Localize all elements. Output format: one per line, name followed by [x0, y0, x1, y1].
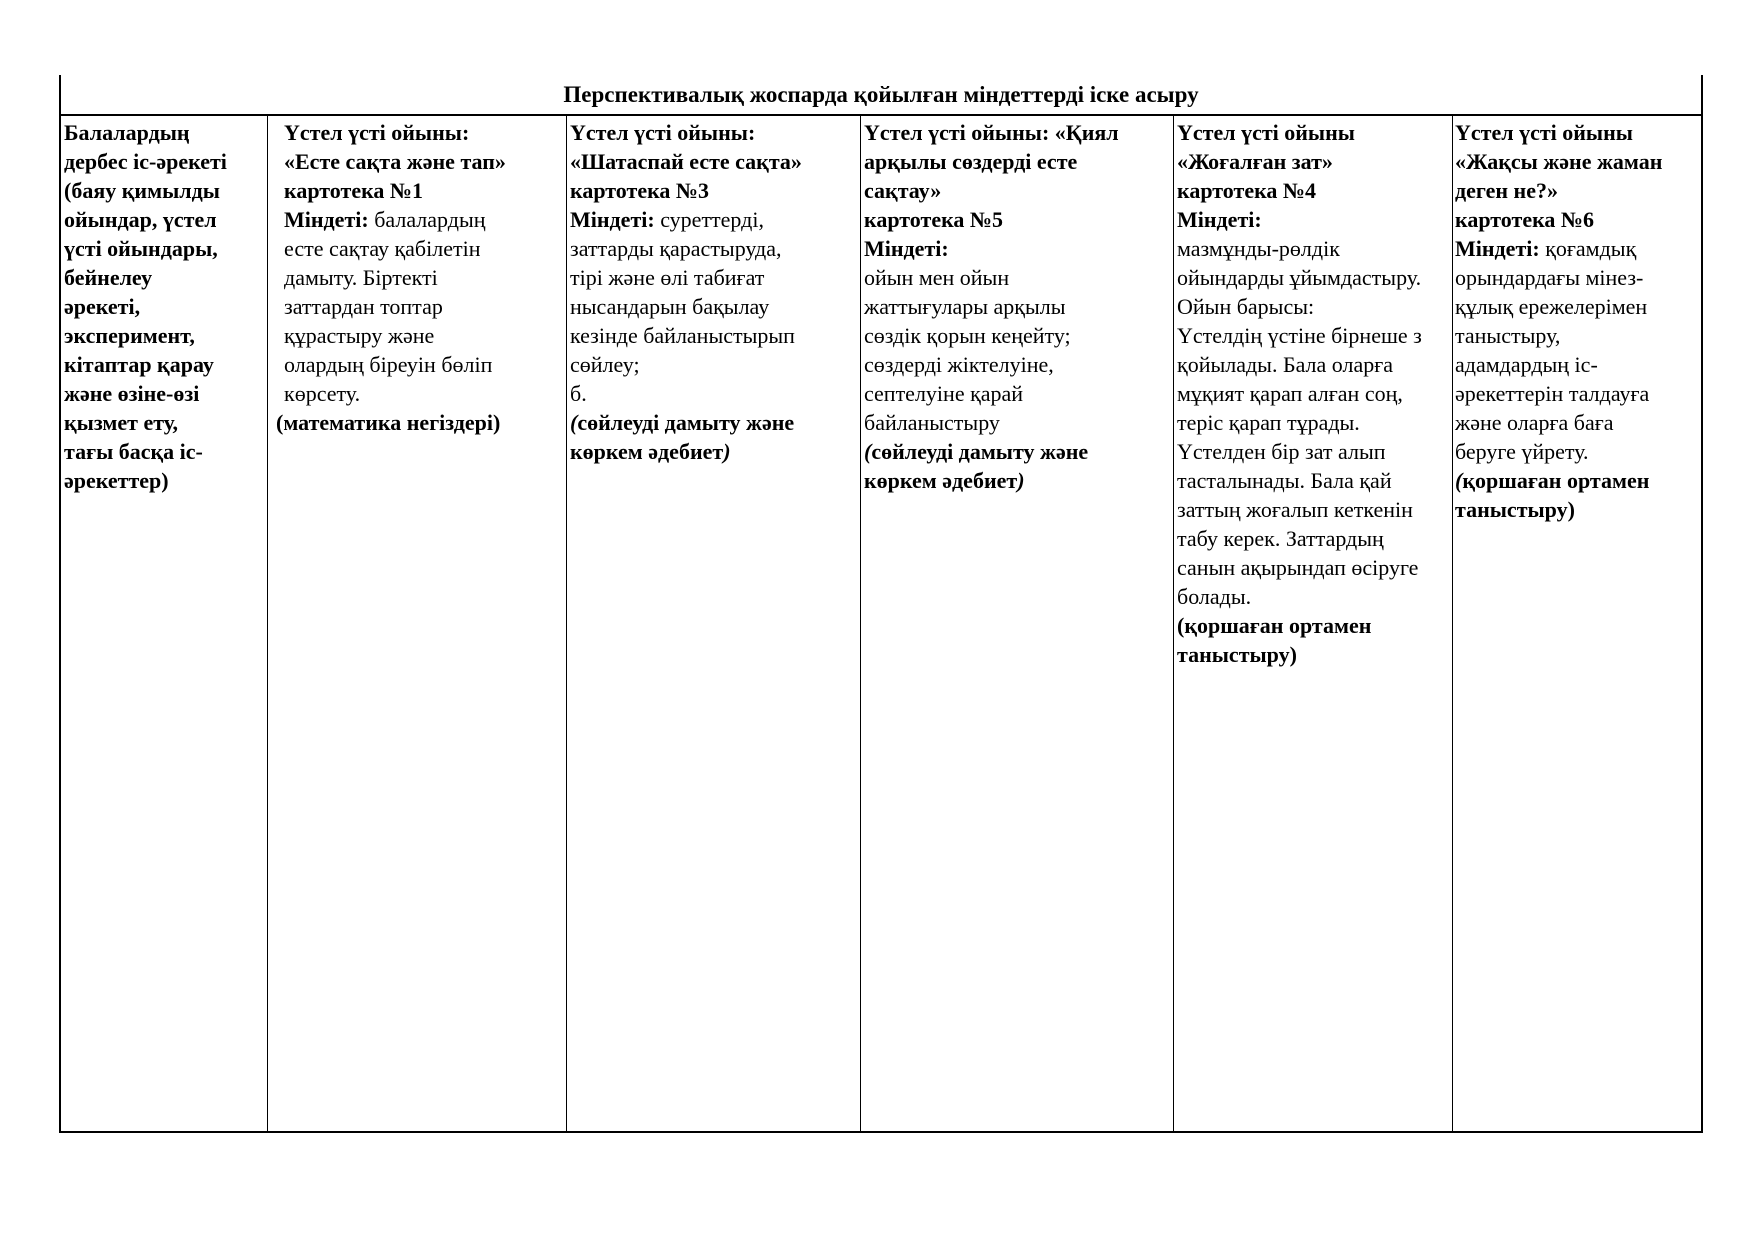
cell-text: Үстел үсті ойыны: — [570, 120, 756, 145]
cell-text: Міндеті: — [1455, 236, 1540, 261]
cell-text: сөздік қорын кеңейту; — [864, 323, 1071, 348]
cell-text: б. — [570, 381, 587, 406]
cell-text: қызмет ету, — [64, 410, 179, 435]
cell-text: суреттерді, — [654, 207, 764, 232]
cell-text: орындардағы мінез- — [1455, 265, 1644, 290]
cell-line — [284, 205, 566, 234]
cell-line — [1455, 437, 1701, 466]
cell-text: әрекеті, — [64, 294, 141, 319]
cell-line — [64, 234, 267, 263]
cell-text: байланыстыру — [864, 410, 1000, 435]
column-independent-activity — [61, 116, 267, 1131]
cell-line — [1455, 118, 1701, 147]
cell-line — [864, 176, 1173, 205]
cell-line — [284, 263, 566, 292]
cell-text: заттардан топтар — [284, 294, 443, 319]
cell-text: Үстел үсті ойыны: «Қиял — [864, 120, 1119, 145]
cell-text: картотека №4 — [1177, 178, 1317, 203]
cell-text: сақтау» — [864, 178, 942, 203]
cell-line — [864, 321, 1173, 350]
cell-text: дербес іс-әрекеті — [64, 149, 227, 174]
cell-text: (математика негіздері) — [276, 410, 501, 435]
cell-line — [864, 408, 1173, 437]
cell-line — [1177, 553, 1452, 582]
cell-line — [1455, 379, 1701, 408]
cell-text: заттарды қарастыруда, — [570, 236, 782, 261]
cell-text: Міндеті: — [284, 207, 369, 232]
cell-line — [64, 379, 267, 408]
cell-text: дамыту. Біртекті — [284, 265, 438, 290]
cell-text: олардың біреуін бөліп — [284, 352, 493, 377]
cell-text: тірі және өлі табиғат — [570, 265, 765, 290]
column-game-card-5 — [860, 116, 1173, 1131]
cell-line — [1455, 350, 1701, 379]
column-game-card-1 — [267, 116, 566, 1131]
cell-text: мазмұнды-рөлдік — [1177, 236, 1340, 261]
cell-text: қоғамдық — [1539, 236, 1637, 261]
cell-line — [1177, 147, 1452, 176]
cell-line — [1455, 263, 1701, 292]
cell-line — [1177, 640, 1452, 669]
cell-line — [64, 118, 267, 147]
column-game-card-3 — [566, 116, 860, 1131]
cell-line — [1455, 321, 1701, 350]
table-heading: Перспективалық жоспарда қойылған міндеттерді іске асыру — [61, 75, 1701, 116]
cell-text: Үстел үсті ойыны: — [284, 120, 470, 145]
cell-line — [570, 437, 860, 466]
cell-text: сөйлеуді дамыту және — [577, 410, 795, 435]
cell-line — [570, 350, 860, 379]
cell-line — [64, 321, 267, 350]
cell-text: Үстелден бір зат алып — [1177, 439, 1386, 464]
cell-line — [1177, 495, 1452, 524]
cell-line — [864, 350, 1173, 379]
cell-line — [64, 437, 267, 466]
cell-line — [64, 466, 267, 495]
cell-text: сөздерді жіктелуіне, — [864, 352, 1054, 377]
cell-text: беруге үйрету. — [1455, 439, 1589, 464]
column-game-card-6 — [1452, 116, 1701, 1131]
cell-text: үсті ойындары, — [64, 236, 218, 261]
cell-text: және оларға баға — [1455, 410, 1614, 435]
cell-line — [1177, 176, 1452, 205]
cell-line — [1177, 408, 1452, 437]
cell-line — [64, 176, 267, 205]
cell-line — [276, 408, 566, 437]
cell-text: тасталынады. Бала қай — [1177, 468, 1392, 493]
cell-text: картотека №1 — [284, 178, 424, 203]
cell-line — [864, 234, 1173, 263]
cell-text: жаттығулары арқылы — [864, 294, 1066, 319]
cell-text: ( — [864, 439, 872, 464]
cell-line — [570, 263, 860, 292]
cell-line — [284, 118, 566, 147]
cell-line — [864, 292, 1173, 321]
cell-line — [570, 379, 860, 408]
cell-text: және өзіне-өзі — [64, 381, 200, 406]
cell-line — [1177, 379, 1452, 408]
cell-line — [64, 350, 267, 379]
cell-text: ( — [1455, 468, 1463, 493]
cell-text: құлық ережелерімен — [1455, 294, 1648, 319]
cell-text: Балалардың — [64, 120, 190, 145]
cell-line — [284, 234, 566, 263]
cell-text: (қоршаған ортамен — [1177, 613, 1372, 638]
cell-text: ойындарды ұйымдастыру. — [1177, 265, 1422, 290]
cell-text: ( — [570, 410, 578, 435]
cell-line — [864, 263, 1173, 292]
cell-text: таныстыру) — [1177, 642, 1297, 667]
cell-text: таныстыру) — [1455, 497, 1575, 522]
cell-line — [64, 292, 267, 321]
cell-line — [864, 466, 1173, 495]
cell-line — [570, 234, 860, 263]
cell-line — [1177, 234, 1452, 263]
cell-text: қойылады. Бала оларға — [1177, 352, 1394, 377]
cell-line — [570, 408, 860, 437]
cell-text: Үстел үсті ойыны — [1177, 120, 1355, 145]
cell-line — [1177, 321, 1452, 350]
cell-text: ) — [1017, 468, 1025, 493]
cell-line — [1455, 292, 1701, 321]
cell-line — [1177, 350, 1452, 379]
cell-text: «Есте сақта және тап» — [284, 149, 506, 174]
cell-text: Міндеті: — [1177, 207, 1262, 232]
cell-text: заттың жоғалып кеткенін — [1177, 497, 1413, 522]
cell-text: ойын мен ойын — [864, 265, 1010, 290]
cell-text: септелуіне қарай — [864, 381, 1024, 406]
cell-line — [64, 147, 267, 176]
cell-line — [864, 118, 1173, 147]
cell-line — [1455, 234, 1701, 263]
cell-line — [284, 147, 566, 176]
cell-line — [570, 118, 860, 147]
cell-line — [1455, 466, 1701, 495]
cell-text: қоршаған ортамен — [1462, 468, 1650, 493]
cell-text: адамдардың іс- — [1455, 352, 1598, 377]
cell-line — [570, 292, 860, 321]
cell-text: Міндеті: — [864, 236, 949, 261]
cell-line — [864, 147, 1173, 176]
cell-line — [570, 147, 860, 176]
cell-text: ) — [723, 439, 731, 464]
cell-text: табу керек. Заттардың — [1177, 526, 1384, 551]
cell-text: Міндеті: — [570, 207, 655, 232]
cell-text: таныстыру, — [1455, 323, 1561, 348]
cell-line — [570, 205, 860, 234]
cell-text: эксперимент, — [64, 323, 195, 348]
cell-line — [284, 321, 566, 350]
cell-line — [1177, 263, 1452, 292]
cell-text: деген не?» — [1455, 178, 1558, 203]
cell-line — [1455, 147, 1701, 176]
cell-text: санын ақырындап өсіруге — [1177, 555, 1419, 580]
cell-text: әрекеттер) — [64, 468, 169, 493]
cell-line — [1455, 495, 1701, 524]
cell-line — [64, 205, 267, 234]
cell-line — [1177, 292, 1452, 321]
cell-line — [1177, 466, 1452, 495]
cell-text: Үстелдің үстіне бірнеше з — [1177, 323, 1422, 348]
column-game-card-4 — [1173, 116, 1452, 1131]
cell-text: картотека №3 — [570, 178, 710, 203]
cell-line — [1177, 524, 1452, 553]
cell-line — [1177, 118, 1452, 147]
cell-text: көрсету. — [284, 381, 361, 406]
cell-line — [864, 379, 1173, 408]
cell-line — [1177, 205, 1452, 234]
cell-line — [1455, 408, 1701, 437]
cell-line — [284, 292, 566, 321]
cell-line — [1455, 205, 1701, 234]
cell-text: арқылы сөздерді есте — [864, 149, 1078, 174]
cell-text: есте сақтау қабілетін — [284, 236, 481, 261]
cell-line — [570, 321, 860, 350]
cell-line — [284, 176, 566, 205]
cell-text: көркем әдебиет — [864, 468, 1018, 493]
cell-line — [864, 205, 1173, 234]
cell-text: «Жақсы және жаман — [1455, 149, 1663, 174]
cell-text: тағы басқа іс- — [64, 439, 203, 464]
cell-text: болады. — [1177, 584, 1252, 609]
cell-line — [1177, 582, 1452, 611]
cell-line — [864, 437, 1173, 466]
cell-text: картотека №6 — [1455, 207, 1595, 232]
cell-text: көркем әдебиет — [570, 439, 724, 464]
cell-text: бейнелеу — [64, 265, 153, 290]
cell-text: Үстел үсті ойыны — [1455, 120, 1633, 145]
cell-line — [1455, 176, 1701, 205]
cell-line — [64, 263, 267, 292]
cell-text: мұқият қарап алған соң, — [1177, 381, 1403, 406]
cell-text: Ойын барысы: — [1177, 294, 1315, 319]
cell-text: құрастыру және — [284, 323, 435, 348]
cell-line — [570, 176, 860, 205]
cell-text: балалардың — [368, 207, 486, 232]
cell-line — [284, 350, 566, 379]
cell-line — [1177, 611, 1452, 640]
plan-table — [59, 75, 1703, 1133]
cell-text: картотека №5 — [864, 207, 1004, 232]
cell-text: «Жоғалған зат» — [1177, 149, 1333, 174]
cell-text: нысандарын бақылау — [570, 294, 770, 319]
cell-text: кітаптар қарау — [64, 352, 214, 377]
cell-text: «Шатаспай есте сақта» — [570, 149, 802, 174]
cell-text: ойындар, үстел — [64, 207, 217, 232]
cell-line — [284, 379, 566, 408]
cell-text: (баяу қимылды — [64, 178, 220, 203]
cell-line — [64, 408, 267, 437]
cell-text: сөйлеуді дамыту және — [871, 439, 1089, 464]
cell-text: әрекеттерін талдауға — [1455, 381, 1650, 406]
cell-text: теріс қарап тұрады. — [1177, 410, 1360, 435]
cell-line — [1177, 437, 1452, 466]
cell-text: кезінде байланыстырып — [570, 323, 795, 348]
cell-text: сөйлеу; — [570, 352, 640, 377]
